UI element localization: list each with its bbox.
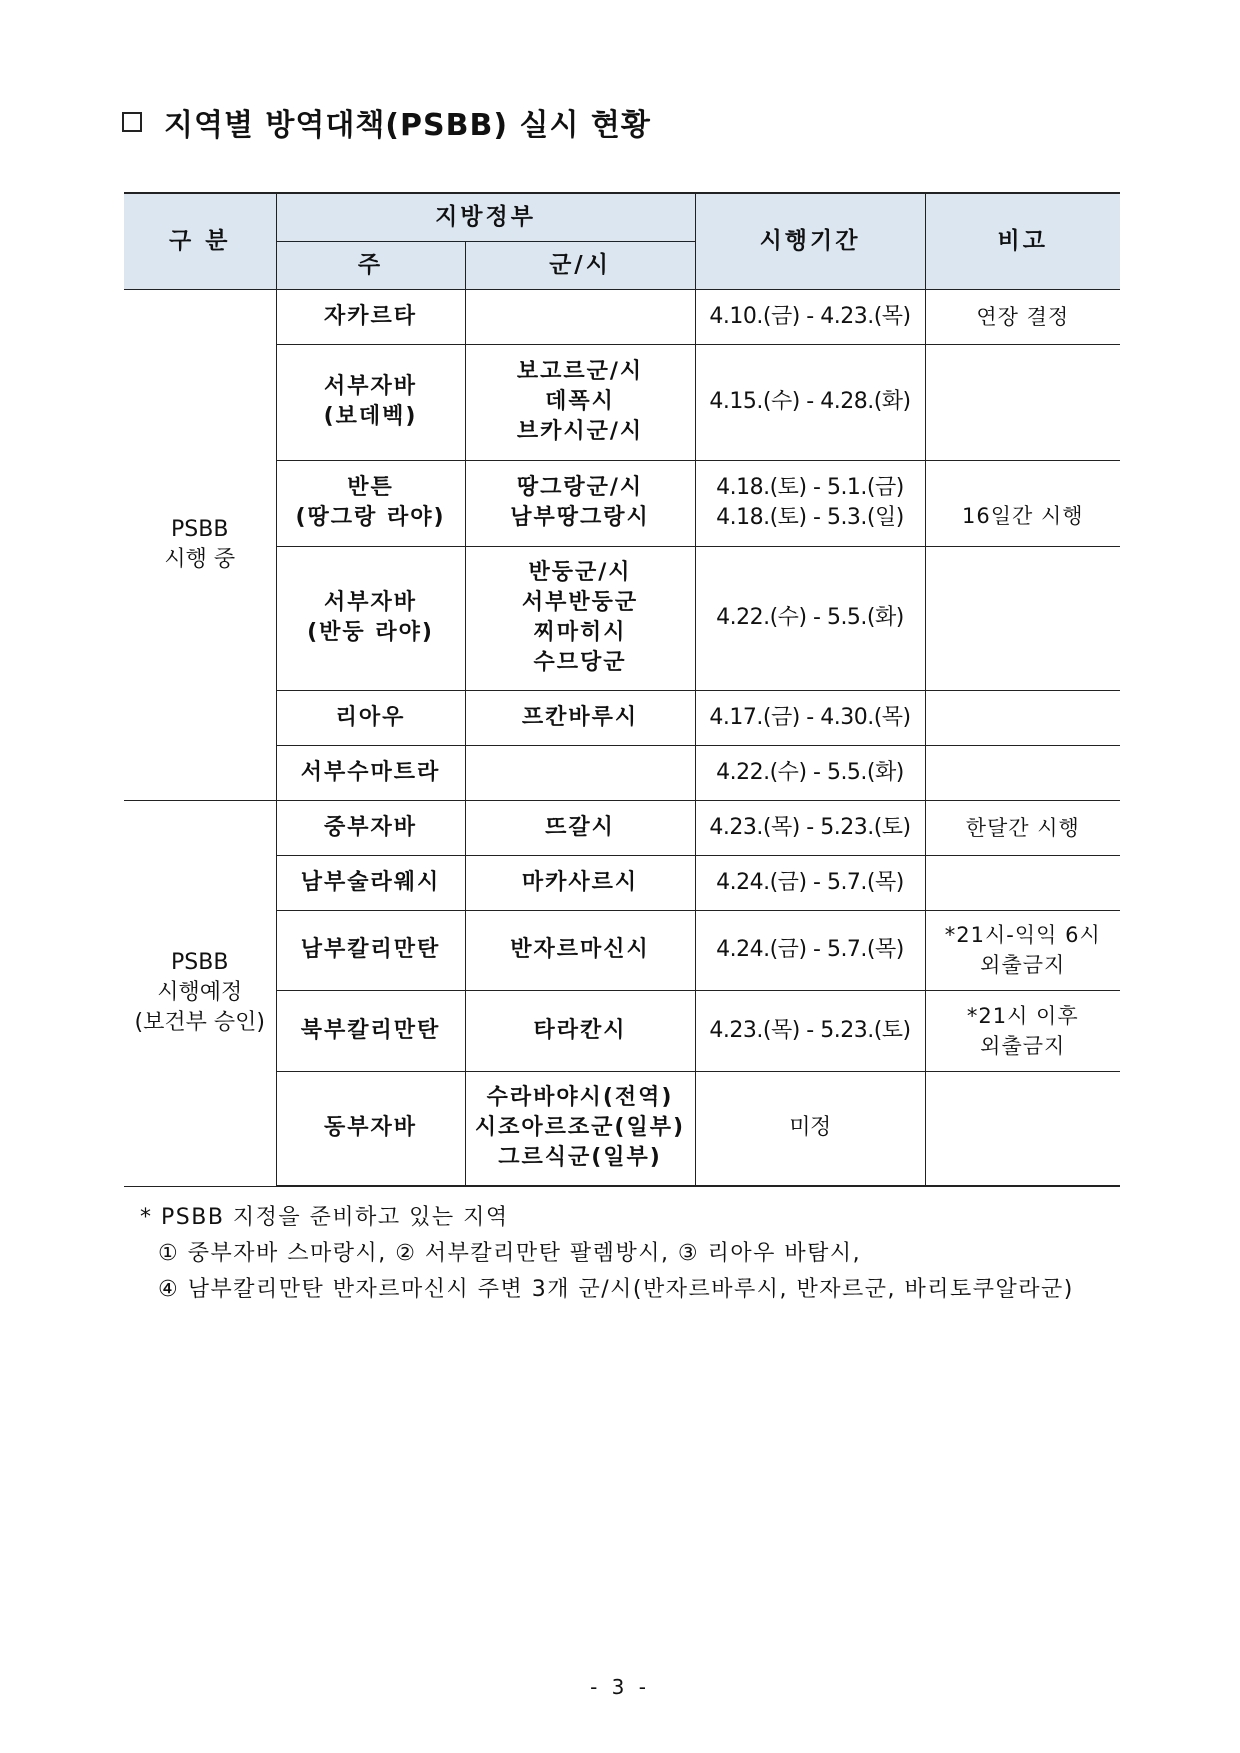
header-row-1 — [124, 193, 1120, 241]
province-cell: 남부칼리만탄 — [276, 910, 465, 990]
period-cell: 4.10.(금) - 4.23.(목) — [695, 289, 925, 344]
city-cell: 땅그랑군/시 남부땅그랑시 — [465, 460, 695, 546]
header-category: 구 분 — [124, 193, 276, 289]
period-cell: 4.22.(수) - 5.5.(화) — [695, 546, 925, 690]
period-cell: 4.24.(금) - 5.7.(목) — [695, 910, 925, 990]
footnote-line: ④ 남부칼리만탄 반자르마신시 주변 3개 군/시(반자르바루시, 반자르군, 바리토쿠알라군) — [158, 1277, 1074, 1302]
page-title — [122, 100, 651, 144]
city-cell: 수라바야시(전역) 시조아르조군(일부) 그르식군(일부) — [465, 1071, 695, 1186]
remarks-cell — [925, 1071, 1120, 1186]
period-cell: 4.15.(수) - 4.28.(화) — [695, 344, 925, 460]
period-cell: 4.23.(목) - 5.23.(토) — [695, 800, 925, 855]
remarks-cell — [925, 745, 1120, 800]
page-number: - 3 - — [590, 1675, 650, 1699]
province-cell: 서부자바 (반둥 라야) — [276, 546, 465, 690]
header-period: 시행기간 — [695, 193, 925, 289]
footnotes — [140, 1200, 1074, 1308]
group-label-active: PSBB 시행 중 — [124, 289, 276, 800]
province-cell: 서부자바 (보데벡) — [276, 344, 465, 460]
header-county-city: 군/시 — [465, 241, 695, 289]
province-cell: 동부자바 — [276, 1071, 465, 1186]
city-cell: 타라칸시 — [465, 990, 695, 1071]
period-cell: 미정 — [695, 1071, 925, 1186]
city-cell: 반자르마신시 — [465, 910, 695, 990]
province-cell: 자카르타 — [276, 289, 465, 344]
city-cell: 프칸바루시 — [465, 690, 695, 745]
period-cell: 4.22.(수) - 5.5.(화) — [695, 745, 925, 800]
remarks-cell: 한달간 시행 — [925, 800, 1120, 855]
period-cell: 4.18.(토) - 5.1.(금) 4.18.(토) - 5.3.(일) — [695, 460, 925, 546]
remarks-cell: *21시-익익 6시 외출금지 — [925, 910, 1120, 990]
period-cell: 4.23.(목) - 5.23.(토) — [695, 990, 925, 1071]
footnote-heading: * PSBB 지정을 준비하고 있는 지역 — [140, 1205, 509, 1230]
table-row — [124, 289, 1120, 344]
province-cell: 북부칼리만탄 — [276, 990, 465, 1071]
city-cell: 마카사르시 — [465, 855, 695, 910]
remarks-cell — [925, 855, 1120, 910]
city-cell — [465, 745, 695, 800]
title-text: 지역별 방역대책(PSBB) 실시 현황 — [164, 108, 651, 143]
remarks-cell — [925, 690, 1120, 745]
remarks-cell: 16일간 시행 — [925, 460, 1120, 546]
city-cell: 뜨갈시 — [465, 800, 695, 855]
remarks-cell: *21시 이후 외출금지 — [925, 990, 1120, 1071]
province-cell: 리아우 — [276, 690, 465, 745]
group-label-planned: PSBB 시행예정 (보건부 승인) — [124, 800, 276, 1186]
province-cell: 서부수마트라 — [276, 745, 465, 800]
psbb-status-table — [124, 192, 1120, 1187]
city-cell: 반둥군/시 서부반둥군 찌마히시 수므당군 — [465, 546, 695, 690]
header-local-gov: 지방정부 — [276, 193, 695, 241]
period-cell: 4.17.(금) - 4.30.(목) — [695, 690, 925, 745]
header-province: 주 — [276, 241, 465, 289]
city-cell: 보고르군/시 데폭시 브카시군/시 — [465, 344, 695, 460]
remarks-cell: 연장 결정 — [925, 289, 1120, 344]
province-cell: 남부술라웨시 — [276, 855, 465, 910]
province-cell: 중부자바 — [276, 800, 465, 855]
province-cell: 반튼 (땅그랑 라야) — [276, 460, 465, 546]
city-cell — [465, 289, 695, 344]
checkbox-square-icon — [122, 112, 142, 132]
table-row — [124, 800, 1120, 855]
remarks-cell — [925, 546, 1120, 690]
header-remarks: 비고 — [925, 193, 1120, 289]
footnote-line: ① 중부자바 스마랑시, ② 서부칼리만탄 팔렘방시, ③ 리아우 바탐시, — [158, 1241, 862, 1266]
remarks-cell — [925, 344, 1120, 460]
period-cell: 4.24.(금) - 5.7.(목) — [695, 855, 925, 910]
